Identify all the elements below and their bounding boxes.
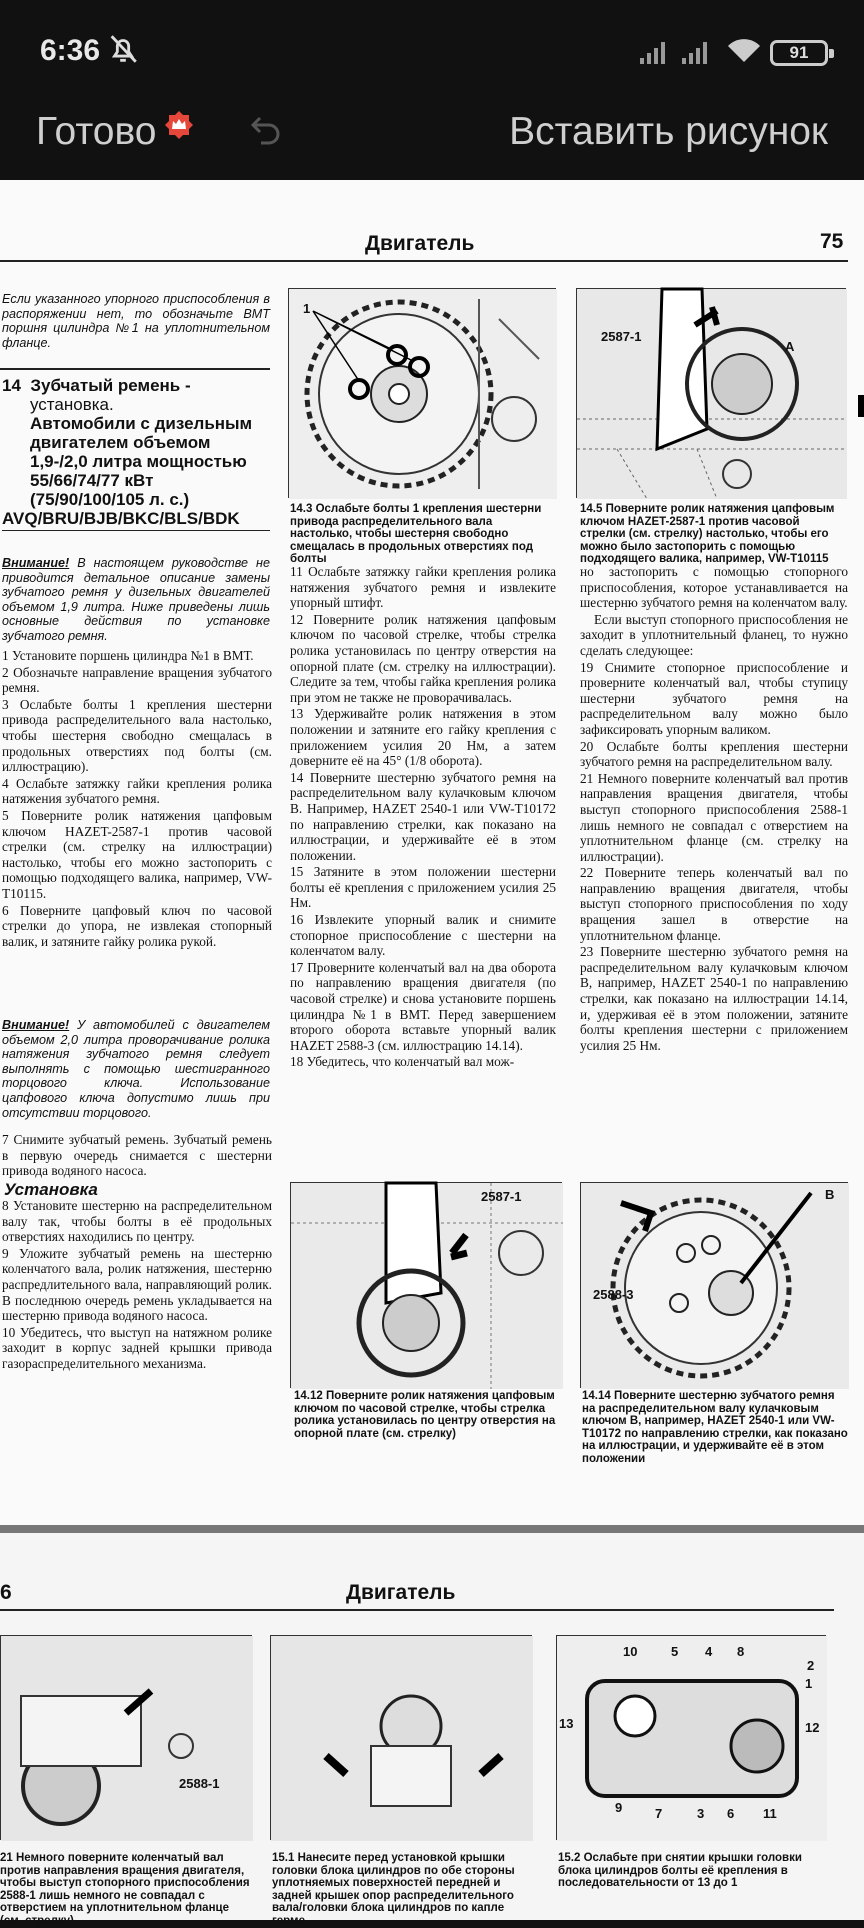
section-rule <box>0 368 270 370</box>
figure-15-2 <box>556 1635 826 1840</box>
paragraph: но застопорить с помощью стопорного приспособления, которое устанавливается на шестерню зубчатого ремня на коленчатом валу. <box>580 564 848 611</box>
bolt-label: 9 <box>615 1800 623 1815</box>
warning-2 <box>2 1018 270 1120</box>
step: 5 Поверните ролик натяжения цапфовым ключом HAZET-2587-1 против часовой стрелки (см. стрелку на иллюстрации) настолько, чтобы его можно застопорить с помощью подходящего валика, например, VW-T10115. <box>2 807 272 901</box>
figure-14-14-caption: 14.14 Поверните шестерню зубчатого ремня на распределительном валу кулачковым ключом B, например, HAZET 2540-1 или VW-T10172 по направлению стрелки, как показано на иллюстрации, и удерживайте её в этом положении <box>582 1390 848 1465</box>
step: 2 Обозначьте направление вращения зубчатого ремня. <box>2 664 272 696</box>
bolt-label: 4 <box>705 1644 713 1659</box>
page-gap <box>0 1525 864 1533</box>
document-page-76 <box>0 1533 864 1927</box>
bolt-label: 3 <box>697 1806 705 1821</box>
bolt-label: 13 <box>559 1716 574 1731</box>
battery-icon <box>770 40 828 66</box>
document-page-75 <box>0 180 864 1525</box>
header-rule <box>0 260 848 262</box>
valve-cover-drawing <box>557 1636 827 1841</box>
bolt-label: 11 <box>763 1806 777 1821</box>
step: 4 Ослабьте затяжку гайки крепления ролика натяжения зубчатого ремня. <box>2 775 272 807</box>
signal-icon-2 <box>680 40 714 64</box>
figure-14-3-caption: 14.3 Ослабьте болты 1 крепления шестерни привода распределительного вала настолько, чтобы шестерня свободно смещалась в продольных отверстиях под болты <box>290 503 542 566</box>
section-heading <box>2 376 270 531</box>
tool-label: 2588-1 <box>179 1776 220 1791</box>
page-number: 6 <box>0 1581 12 1604</box>
cylinder-head-drawing <box>271 1636 533 1841</box>
bolt-label: 2 <box>807 1658 815 1673</box>
section-bold: Автомобили с дизельным двигателем объемом 1,9-/2,0 литра мощностью 55/66/74/77 кВт (75/90/100/105 л. с.) <box>30 414 253 509</box>
app-toolbar <box>0 100 864 180</box>
page-header-title: Двигатель <box>365 232 475 255</box>
step: 14 Поверните шестерню зубчатого ремня на распределительном валу кулачковым ключом В. Например, HAZET 2540-1 или VW-T10172 по направлению стрелки, как показано на иллюстрации, и удерживайте её в этом положении. <box>290 769 556 863</box>
figure-21 <box>0 1635 252 1840</box>
step: 11 Ослабьте затяжку гайки крепления ролика натяжения зубчатого ремня и извлеките упорный штифт. <box>290 564 556 611</box>
step: 23 Поверните шестерню зубчатого ремня на распределительном валу кулачковым ключом В, например, HAZET 2540-1 по направлению стрелки, как показано на иллюстрации 14.14, и, удерживая её в этом положении, затяните болты крепления шестерни с приложением усилия 25 Нм. <box>580 944 848 1053</box>
engine-codes: AVQ/BRU/BJB/BKC/BLS/BDK <box>2 509 270 531</box>
page-edge-mark <box>858 395 864 417</box>
step: 22 Поверните теперь коленчатый вал по направлению вращения двигателя, чтобы выступ стопорного приспособления по ходу вращения зашел в отверстие на уплотнительном фланце. <box>580 865 848 943</box>
step: 17 Проверните коленчатый вал на два оборота по направлению вращения двигателя (по часовой стрелке) и снова установите поршень цилиндра №1 в ВМТ. Перед завершением второго оборота вставьте упорный валик HAZET 2588-3 (см. иллюстрацию 14.14). <box>290 959 556 1053</box>
section-sub: установка. <box>30 395 114 414</box>
step: 6 Поверните цапфовый ключ по часовой стрелки до упора, не извлекая стопорный валик, и затяните гайку ролика рукой. <box>2 902 272 949</box>
steps-col2 <box>290 564 556 1071</box>
bolt-label: 5 <box>671 1644 679 1659</box>
intro-note: Если указанного упорного приспособления в распоряжении нет, то обозначьте ВМТ поршня цилиндра №1 на уплотнительном фланце. <box>2 292 270 350</box>
tensioner-clockwise-drawing <box>291 1183 563 1389</box>
section-title: Зубчатый ремень - <box>30 376 191 395</box>
warning-2-text: У автомобилей с двигателем объемом 2,0 литра проворачивание ролика натяжения зубчатого ремня следует выполнять с помощью шестигранного торцового ключа. Использование цапфового ключа допустимо лишь при отсутствии торцового. <box>2 1018 270 1120</box>
figure-15-1-caption: 15.1 Нанесите перед установкой крышки головки блока цилиндров по обе стороны уплотняемых поверхностей передней и задней крышек опор распределительного вала/головки блока цилиндров по капле герме- <box>272 1852 515 1927</box>
clock: 6:36 <box>40 34 101 67</box>
step: 13 Удерживайте ролик натяжения в этом положении и затяните его гайку крепления с приложением усилия 20 Нм, а затем доверните её на 45° (1/8 оборота). <box>290 706 556 769</box>
step: 20 Ослабьте болты крепления шестерни зубчатого ремня на распределительном валу. <box>580 738 848 770</box>
battery-level: 91 <box>789 43 809 62</box>
warning-2-label: Внимание! <box>2 1018 70 1032</box>
paragraph: Если выступ стопорного приспособления не заходит в уплотнительный фланец, то нужно сделать следующее: <box>580 611 848 658</box>
status-bar <box>0 0 864 100</box>
wifi-icon <box>726 38 762 64</box>
step: 15 Затяните в этом положении шестерни болты её крепления с приложением усилия 25 Нм. <box>290 864 556 911</box>
bolt-label: 7 <box>655 1806 663 1821</box>
step: 16 Извлеките упорный валик и снимите стопорное приспособление с шестерни на коленчатом валу. <box>290 912 556 959</box>
bell-off-icon <box>106 32 140 66</box>
steps-col3 <box>580 564 848 1054</box>
page-header-title: Двигатель <box>346 1581 456 1604</box>
figure-14-5-caption: 14.5 Поверните ролик натяжения цапфовым ключом HAZET-2587-1 против часовой стрелки (см. стрелку) настолько, чтобы его можно было застопорить с помощью подходящего валика, например, VW-T10115 <box>580 503 835 566</box>
warning-1-text: В настоящем руководстве не приводится детальное описание замены зубчатого ремня у дизельных двигателей объемом 1,9 литра. Ниже приведены лишь основные действия по установке зубчатого ремня. <box>2 556 270 643</box>
camshaft-gear-drawing <box>289 289 557 499</box>
figure-14-12-caption: 14.12 Поверните ролик натяжения цапфовым ключом по часовой стрелке, чтобы стрелка ролика установилась по центру отверстия на опорной плате (см. стрелку) <box>294 1390 556 1440</box>
step: 9 Уложите зубчатый ремень на шестерню коленчатого вала, ролик натяжения, шестерню распредлительного вала, направляющий ролик. В последнюю очередь ремень укладывается на шестерню привода водяного насоса. <box>2 1245 272 1324</box>
steps-col1 <box>2 648 272 950</box>
fig-label: A <box>785 339 795 354</box>
step: 10 Убедитесь, что выступ на натяжном ролике заходит в корпус задней крышки привода газораспределительного механизма. <box>2 1324 272 1371</box>
signal-icon <box>638 40 672 64</box>
tensioner-drawing <box>577 289 847 499</box>
figure-14-14 <box>580 1182 848 1388</box>
crankshaft-drawing <box>1 1636 253 1841</box>
install-heading: Установка <box>4 1180 98 1199</box>
figure-14-5 <box>576 288 846 498</box>
tool-label: 2587-1 <box>601 329 642 344</box>
bolt-label: 10 <box>623 1644 638 1659</box>
step: 19 Снимите стопорное приспособление и проверните коленчатый вал, чтобы ступицу шестерни зубчатого ремня на распределительном валу можно было зафиксировать упорным валиком. <box>580 659 848 737</box>
step: 21 Немного поверните коленчатый вал против направления вращения двигателя, чтобы выступ стопорного приспособления 2588-1 лишь немного не совпадал с отверстием на уплотнительном фланце (см. стрелку на иллюстрации). <box>580 770 848 864</box>
undo-icon[interactable] <box>244 108 288 152</box>
header-rule <box>0 1609 834 1611</box>
gear-wrench-drawing <box>581 1183 849 1389</box>
figure-14-3 <box>288 288 556 498</box>
bolt-label: 1 <box>805 1676 813 1691</box>
bolt-label: 6 <box>727 1806 735 1821</box>
figure-15-2-caption: 15.2 Ослабьте при снятии крышки головки блока цилиндров болты её крепления в последовательности от 13 до 1 <box>558 1852 802 1890</box>
figure-14-12 <box>290 1182 562 1388</box>
fig-label: 1 <box>303 301 311 316</box>
page-number: 75 <box>820 230 844 253</box>
step-7: 7 Снимите зубчатый ремень. Зубчатый ремень в первую очередь снимается с шестерни привода водяного насоса. <box>2 1132 272 1179</box>
section-number: 14 <box>2 376 21 395</box>
done-button[interactable]: Готово <box>36 110 157 153</box>
warning-1-label: Внимание! <box>2 556 70 570</box>
step: 1 Установите поршень цилиндра №1 в ВМТ. <box>2 648 254 663</box>
step: 8 Установите шестерню на распределительном валу так, чтобы болты в её продольных отверстиях находились по центру. <box>2 1198 272 1245</box>
insert-image-button[interactable]: Вставить рисунок <box>509 110 828 153</box>
tool-label: 2587-1 <box>481 1189 522 1204</box>
warning-1 <box>2 556 270 644</box>
fig-label: B <box>825 1187 835 1202</box>
figure-21-caption: 21 Немного поверните коленчатый вал против направления вращения двигателя, чтобы выступ стопорного приспособления 2588-1 лишь немного не совпадал с отверстием на уплотнительном фланце (см. стрелку) <box>0 1852 250 1927</box>
step: 12 Поверните ролик натяжения цапфовым ключом по часовой стрелке, чтобы стрелка ролика установилась по центру отверстия на опорной плате (см. стрелку на иллюстрации). Следите за тем, чтобы гайка крепления ролика при этом не также не проворачивалась. <box>290 611 556 705</box>
steps-col1-b <box>2 1198 272 1373</box>
figure-15-1 <box>270 1635 532 1840</box>
bolt-label: 12 <box>805 1720 820 1735</box>
bolt-label: 8 <box>737 1644 745 1659</box>
step: 18 Убедитесь, что коленчатый вал мож- <box>290 1054 515 1070</box>
crown-badge-icon <box>164 110 194 140</box>
step: 3 Ослабьте болты 1 крепления шестерни привода распределительного вала настолько, чтобы шестерня свободно смещалась в продольных отверстиях под болты (см. иллюстрацию). <box>2 696 272 775</box>
tool-label: 2588-3 <box>593 1287 634 1302</box>
